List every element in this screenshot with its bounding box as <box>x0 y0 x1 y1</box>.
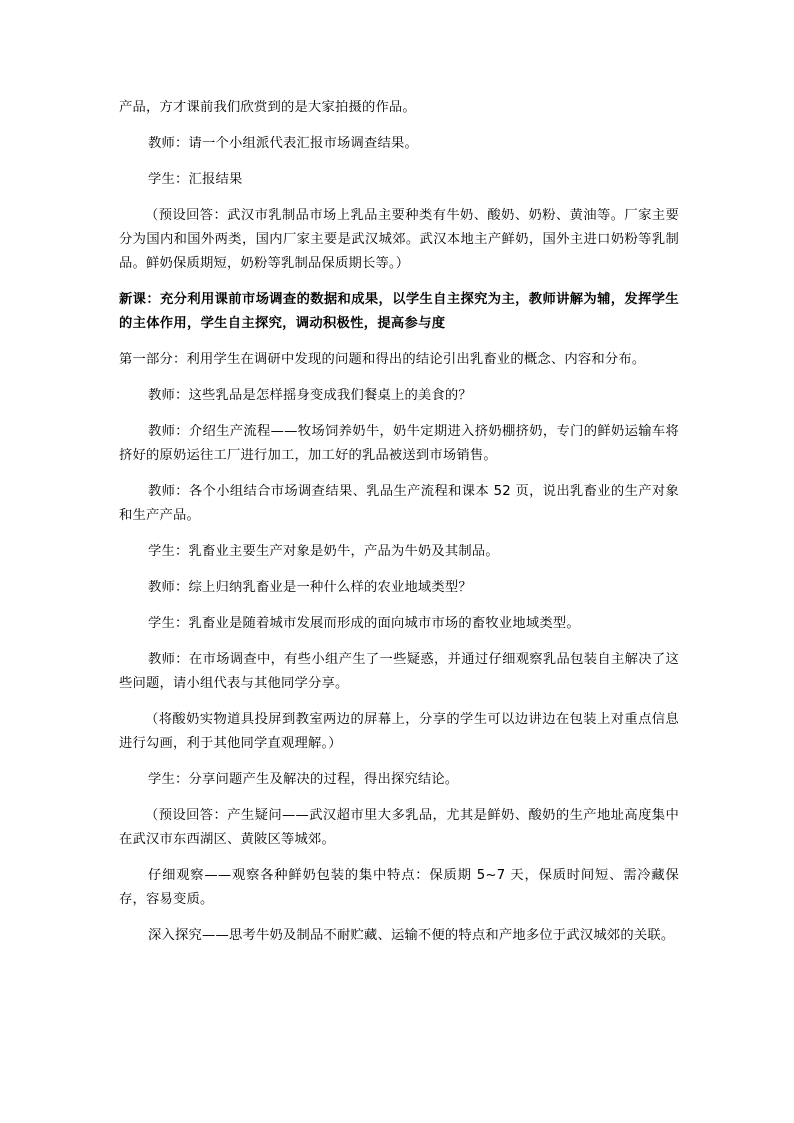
paragraph-teacher-share-request: 教师：在市场调查中，有些小组产生了一些疑惑，并通过仔细观察乳品包装自主解决了这些问题，请小组代表与其他同学分享。 <box>119 652 679 691</box>
paragraph-student-production-object: 学生：乳畜业主要生产对象是奶牛，产品为牛奶及其制品。 <box>148 544 499 559</box>
section-heading-new-lesson: 新课：充分利用课前市场调查的数据和成果，以学生自主探究为主，教师讲解为辅，发挥学生的主体作用，学生自主探究，调动积极性，提高参与度 <box>119 292 679 331</box>
paragraph-student-report: 学生：汇报结果 <box>148 172 243 187</box>
paragraph-student-dairy-definition: 学生：乳畜业是随着城市发展而形成的面向城市市场的畜牧业地域类型。 <box>148 616 580 631</box>
paragraph-expected-answer-question: （预设回答：产生疑问——武汉超市里大多乳品，尤其是鲜奶、酸奶的生产地址高度集中在武汉市东西湖区、黄陂区等城郊。 <box>119 808 679 847</box>
paragraph-student-share: 学生：分享问题产生及解决的过程，得出探究结论。 <box>148 772 459 787</box>
paragraph-expected-answer-market: （预设回答：武汉市乳制品市场上乳品主要种类有牛奶、酸奶、奶粉、黄油等。厂家主要分为国内和国外两类，国内厂家主要是武汉城郊。武汉本地主产鲜奶，国外主进口奶粉等乳制品。鲜奶保质期短，奶粉等乳制品保质期长等。） <box>119 208 679 271</box>
paragraph-teacher-production-process: 教师：介绍生产流程——牧场饲养奶牛，奶牛定期进入挤奶棚挤奶，专门的鲜奶运输车将挤好的原奶运往工厂进行加工，加工好的乳品被送到市场销售。 <box>119 424 679 463</box>
paragraph-observation: 仔细观察——观察各种鲜奶包装的集中特点：保质期 5~7 天，保质时间短、需冷藏保存，容易变质。 <box>119 868 679 907</box>
paragraph-deep-inquiry: 深入探究——思考牛奶及制品不耐贮藏、运输不便的特点和产地多位于武汉城郊的关联。 <box>148 928 675 943</box>
paragraph-teacher-summary-question: 教师：综上归纳乳畜业是一种什么样的农业地域类型？ <box>148 580 472 595</box>
paragraph-intro-continuation: 产品，方才课前我们欣赏到的是大家拍摄的作品。 <box>119 100 416 115</box>
paragraph-part-one: 第一部分：利用学生在调研中发现的问题和得出的结论引出乳畜业的概念、内容和分布。 <box>119 352 646 367</box>
paragraph-teacher-report-request: 教师：请一个小组派代表汇报市场调查结果。 <box>148 136 418 151</box>
paragraph-teacher-question-food: 教师：这些乳品是怎样摇身变成我们餐桌上的美食的？ <box>148 388 472 403</box>
paragraph-projection-note: （将酸奶实物道具投屏到教室两边的屏幕上，分享的学生可以边讲边在包装上对重点信息进行勾画，利于其他同学直观理解。） <box>119 712 679 751</box>
document-body <box>119 96 679 960</box>
paragraph-teacher-group-task: 教师：各个小组结合市场调查结果、乳品生产流程和课本 52 页，说出乳畜业的生产对象和生产产品。 <box>119 484 679 523</box>
